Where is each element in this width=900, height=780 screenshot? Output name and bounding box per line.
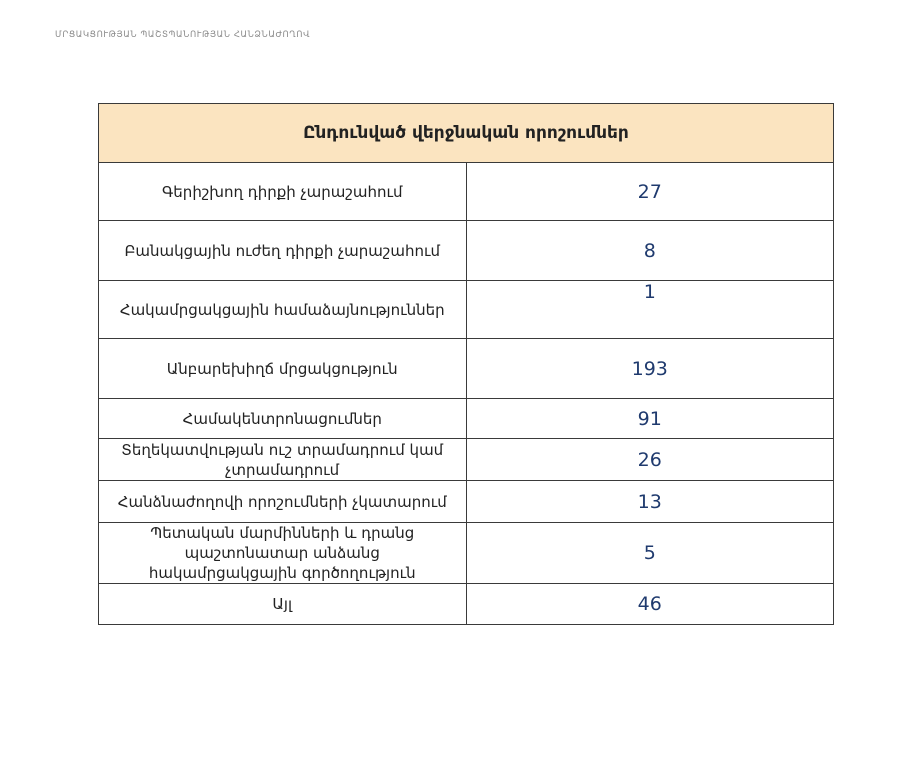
row-value: 5 xyxy=(466,523,834,584)
row-label: Բանակցային ուժեղ դիրքի չարաշահում xyxy=(99,221,467,281)
table-row xyxy=(99,163,834,221)
row-label: Տեղեկատվության ուշ տրամադրում կամ չտրամադրում xyxy=(99,439,467,481)
row-value: 13 xyxy=(466,481,834,523)
row-value: 91 xyxy=(466,399,834,439)
table-row xyxy=(99,221,834,281)
row-value: 27 xyxy=(466,163,834,221)
table-row xyxy=(99,584,834,625)
row-value: 46 xyxy=(466,584,834,625)
table-row xyxy=(99,281,834,339)
row-label: Հակամրցակցային համաձայնություններ xyxy=(99,281,467,339)
table-row xyxy=(99,481,834,523)
row-label: Անբարեխիղճ մրցակցություն xyxy=(99,339,467,399)
table-row xyxy=(99,439,834,481)
table-row xyxy=(99,339,834,399)
row-label: Այլ xyxy=(99,584,467,625)
table-row xyxy=(99,399,834,439)
row-label: Գերիշխող դիրքի չարաշահում xyxy=(99,163,467,221)
table-row xyxy=(99,523,834,584)
table-title: Ընդունված վերջնական որոշումներ xyxy=(99,104,834,163)
row-value: 1 xyxy=(466,281,834,339)
organization-header: ՄՐՑԱԿՑՈՒԹՅԱՆ ՊԱՇՏՊԱՆՈՒԹՅԱՆ ՀԱՆՁՆԱԺՈՂՈՎ xyxy=(55,30,311,40)
row-value: 193 xyxy=(466,339,834,399)
row-label: Պետական մարմինների և դրանց պաշտոնատար անձանց հակամրցակցային գործողություն xyxy=(99,523,467,584)
decisions-table xyxy=(98,103,834,625)
row-value: 8 xyxy=(466,221,834,281)
row-label: Համակենտրոնացումներ xyxy=(99,399,467,439)
table-title-row xyxy=(99,104,834,163)
row-value: 26 xyxy=(466,439,834,481)
row-label: Հանձնաժողովի որոշումների չկատարում xyxy=(99,481,467,523)
